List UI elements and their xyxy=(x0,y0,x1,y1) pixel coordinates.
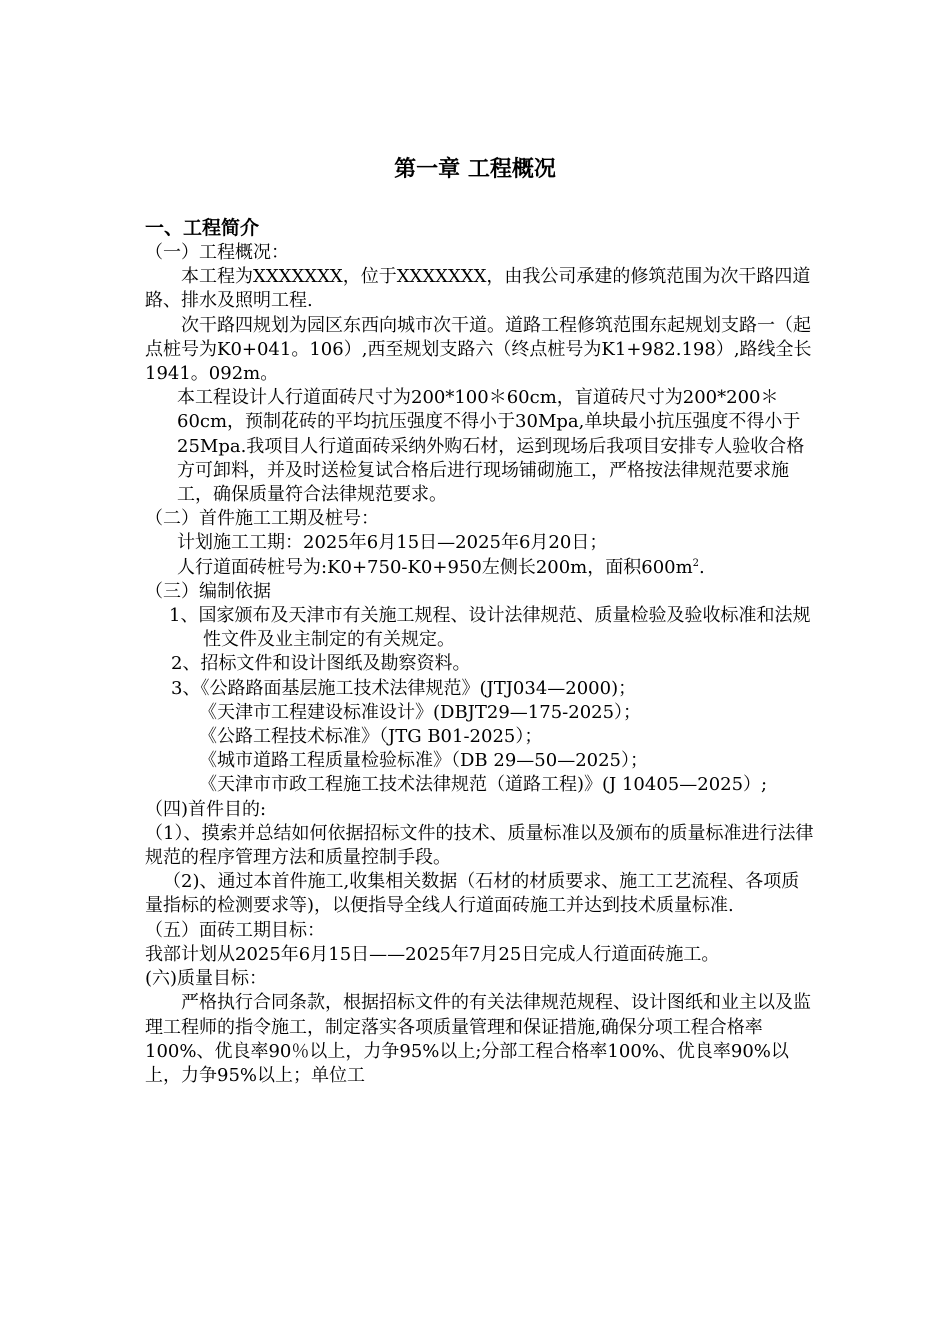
stake-text: 人行道面砖桩号为:K0+750-K0+950左侧长200m，面积600m xyxy=(177,556,693,578)
subsection-2-label: （二）首件施工工期及桩号： xyxy=(145,508,379,530)
subsection-6-label: (六)质量目标： xyxy=(145,968,268,990)
stake-text-end: . xyxy=(699,556,705,578)
reference-item: 《公路工程技术标准》（JTG B01-2025）； xyxy=(199,726,543,748)
paragraph: （1）、摸索并总结如何依据招标文件的技术、质量标准以及颁布的质量标准进行法律规范的程序管理方法和质量控制手段。 xyxy=(145,822,814,869)
list-item: 1、国家颁布及天津市有关施工规程、设计法律规范、质量检验及验收标准和法规性文件及业主制定的有关规定。 xyxy=(169,605,811,651)
reference-item: 《天津市工程建设标准设计》(DBJT29—175-2025）； xyxy=(199,701,642,723)
reference-item: 《城市道路工程质量检验标准》（DB 29—50—2025）； xyxy=(199,750,648,772)
list-item: 2、招标文件和设计图纸及勘察资料。 xyxy=(171,653,471,675)
subsection-4-label: （四)首件目的: xyxy=(145,798,267,820)
paragraph: （2)、通过本首件施工,收集相关数据（石材的材质要求、施工工艺流程、各项质量指标的检测要求等)，以便指导全线人行道面砖施工并达到技术质量标准. xyxy=(145,871,800,917)
paragraph xyxy=(145,556,815,580)
subsection-3-label: （三）编制依据 xyxy=(145,580,271,602)
paragraph: 计划施工工期：2025年6月15日—2025年6月20日； xyxy=(177,532,608,554)
superscript: 2 xyxy=(692,557,700,569)
paragraph: 严格执行合同条款，根据招标文件的有关法律规范规程、设计图纸和业主以及监理工程师的指令施工，制定落实各项质量管理和保证措施,确保分项工程合格率100%、优良率90％以上，力争95%以上;分部工程合格率100%、优良率90%以上，力争95%以上；单位工 xyxy=(145,992,811,1086)
chapter-title: 第一章 工程概况 xyxy=(394,157,556,182)
subsection-5-label: （五）面砖工期目标： xyxy=(145,919,325,941)
list-item: 3、《公路路面基层施工技术法律规范》(JTJ034—2000)； xyxy=(171,677,637,699)
document-body xyxy=(145,215,815,1088)
section-heading: 一、工程简介 xyxy=(145,217,260,239)
paragraph: 次干路四规划为园区东西向城市次干道。道路工程修筑范围东起规划支路一（起点桩号为K0+041。106）,西至规划支路六（终点桩号为K1+982.198）,路线全长1941。092m。 xyxy=(145,314,812,385)
paragraph: 本工程设计人行道面砖尺寸为200*100＊60cm，盲道砖尺寸为200*200＊60cm，预制花砖的平均抗压强度不得小于30Mpa,单块最小抗压强度不得小于25Mpa.我项目人行道面砖采纳外购石材，运到现场后我项目安排专人验收合格方可卸料，并及时送检复试合格后进行现场铺砌施工，严格按法律规范要求施工，确保质量符合法律规范要求。 xyxy=(177,387,805,506)
reference-item: 《天津市市政工程施工技术法律规范（道路工程)》(J 10405—2025）; xyxy=(199,774,768,796)
subsection-1-label: （一）工程概况： xyxy=(145,242,289,263)
paragraph: 本工程为XXXXXXX，位于XXXXXXX，由我公司承建的修筑范围为次干路四道路、排水及照明工程. xyxy=(145,266,811,312)
paragraph: 我部计划从2025年6月15日——2025年7月25日完成人行道面砖施工。 xyxy=(145,943,720,965)
